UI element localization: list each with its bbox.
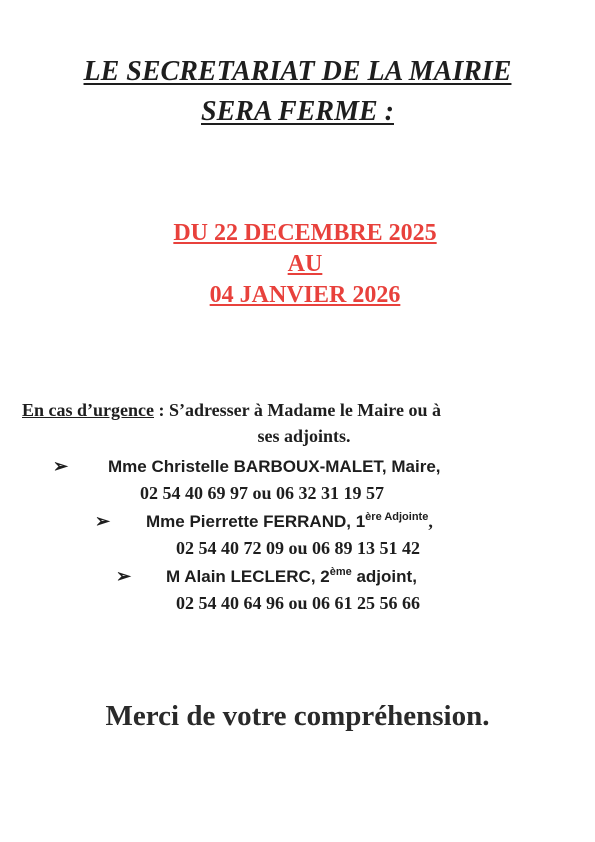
contact-first-deputy-phones: 02 54 40 72 09 ou 06 89 13 51 42 bbox=[176, 538, 421, 558]
closure-to-word: AU bbox=[287, 251, 323, 277]
contact-name: M Alain LECLERC, 2 bbox=[166, 567, 330, 586]
closure-end-date: 04 JANVIER 2026 bbox=[209, 282, 401, 308]
arrow-bullet-icon: ➢ bbox=[53, 456, 69, 476]
arrow-bullet-icon: ➢ bbox=[116, 566, 132, 586]
closure-start-date: DU 22 DECEMBRE 2025 bbox=[173, 220, 437, 246]
contact-first-deputy bbox=[146, 508, 433, 535]
contact-mayor bbox=[108, 453, 441, 480]
notice-title-line1: LE SECRETARIAT DE LA MAIRIE bbox=[83, 56, 512, 87]
emergency-separator: : bbox=[154, 400, 169, 420]
contact-title-superscript: ère Adjointe bbox=[365, 511, 429, 523]
arrow-bullet-icon: ➢ bbox=[95, 511, 111, 531]
notice-title-line2: SERA FERME : bbox=[201, 96, 394, 127]
emergency-instruction-part2: ses adjoints. bbox=[257, 426, 351, 446]
contact-suffix: , bbox=[428, 511, 433, 531]
contact-suffix: adjoint, bbox=[351, 567, 417, 586]
emergency-instruction-part1: S’adresser à Madame le Maire ou à bbox=[169, 400, 441, 420]
contact-name: Mme Christelle BARBOUX-MALET, Maire, bbox=[108, 457, 441, 476]
contact-mayor-phones: 02 54 40 69 97 ou 06 32 31 19 57 bbox=[140, 483, 385, 503]
closure-dates bbox=[150, 218, 460, 311]
emergency-label: En cas d’urgence bbox=[22, 400, 154, 420]
contact-second-deputy bbox=[166, 563, 417, 590]
emergency-instructions bbox=[22, 397, 582, 449]
contact-title-superscript: ème bbox=[329, 566, 352, 578]
contact-name: Mme Pierrette FERRAND, 1 bbox=[146, 512, 366, 531]
contact-second-deputy-phones: 02 54 40 64 96 ou 06 61 25 56 66 bbox=[176, 593, 421, 613]
closing-message: Merci de votre compréhension. bbox=[105, 700, 490, 732]
